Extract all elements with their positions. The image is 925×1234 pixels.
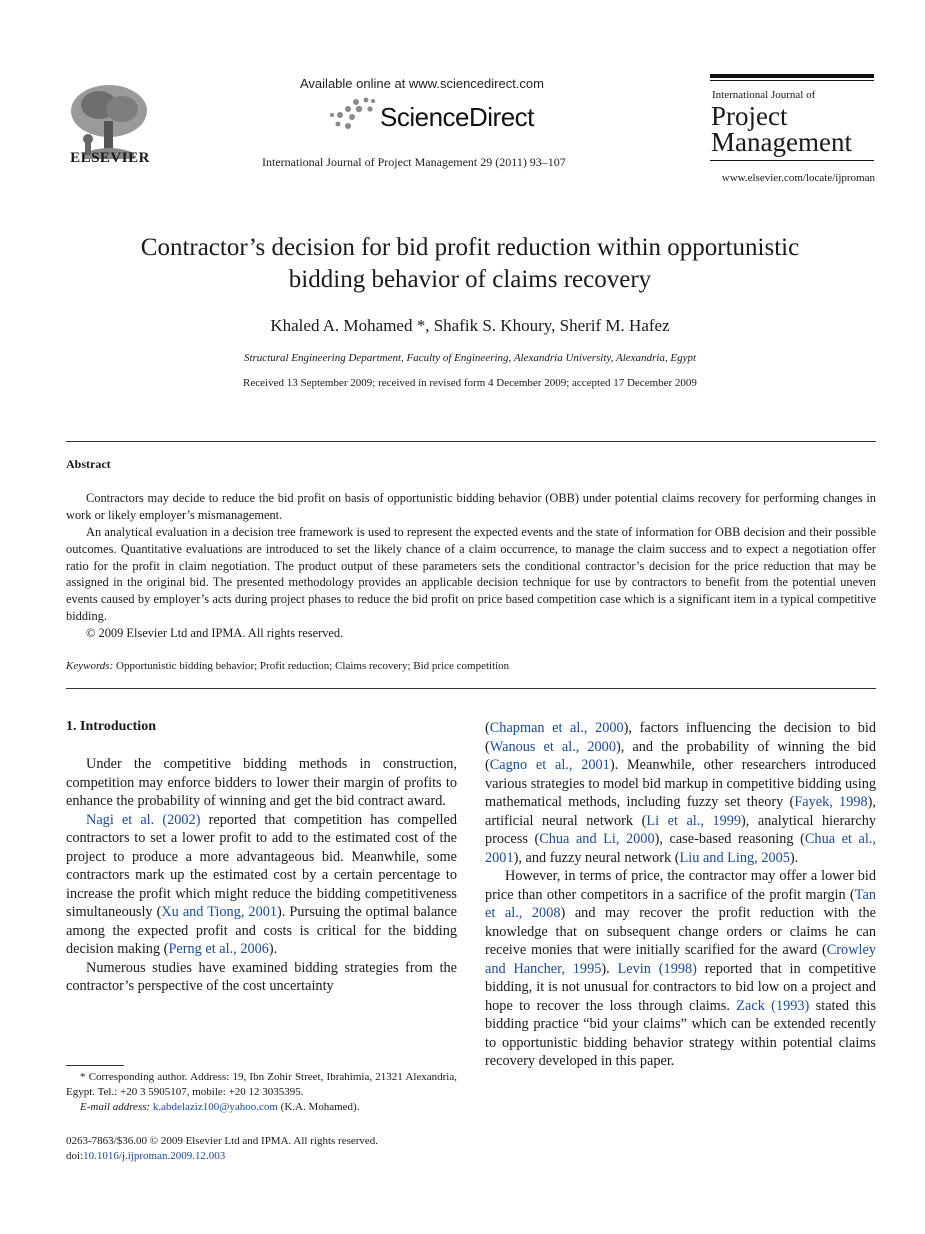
body-text: ), analytical hierarchy process ( (485, 812, 876, 847)
abstract-copyright: © 2009 Elsevier Ltd and IPMA. All rights reserved. (86, 626, 344, 640)
citation-link[interactable]: Wanous et al., 2000 (489, 738, 616, 755)
journal-citation: International Journal of Project Management 29 (2011) 93–107 (262, 155, 566, 169)
citation-link[interactable]: Fayek, 1998 (794, 794, 868, 810)
body-paragraph (485, 719, 876, 867)
publisher-name: ELSEVIER (70, 150, 150, 166)
citation-link[interactable]: Zack (1993) (736, 997, 810, 1014)
abstract-heading: Abstract (66, 457, 111, 471)
body-text: ). Meanwhile, other researchers introduced various strategies to model bid markup in competitive bidding using mathematical methods, including fuzzy set theory ( (485, 757, 876, 810)
citation-link[interactable]: Perng et al., 2006 (168, 941, 269, 957)
footnote (66, 1070, 457, 1115)
divider-bottom (66, 688, 876, 689)
email-line (66, 1100, 457, 1115)
keywords (66, 660, 509, 672)
doi-label: doi: (66, 1150, 84, 1162)
keywords-label: Keywords: (66, 660, 114, 672)
received-dates: Received 13 September 2009; received in revised form 4 December 2009; accepted 17 December 2009 (243, 377, 697, 389)
issn-line: 0263-7863/$36.00 © 2009 Elsevier Ltd and IPMA. All rights reserved. (66, 1135, 379, 1147)
footnote-rule (66, 1065, 124, 1066)
citation-link[interactable]: Xu and Tiong, 2001 (161, 904, 278, 920)
citation-link[interactable]: Cagno et al., 2001 (489, 757, 610, 773)
body-text: reported that competition has compelled contractors to set a lower profit to add to the estimated cost of the project to produce a more advantageous bid. Meanwhile, some contractors mark up the estimated cost by a certain percentage to increase the profit which might reduce the bidding competitiveness simultaneously ( (66, 811, 458, 920)
article-title: Contractor’s decision for bid profit reduction within opportunistic bidding behavior of claims recovery (140, 234, 800, 293)
journal-name-small: International Journal of (712, 89, 816, 101)
sciencedirect-dots-icon (326, 97, 376, 131)
citation-link[interactable]: Chua et al., 2001 (485, 831, 876, 866)
citation-link[interactable]: Chapman et al., 2000 (489, 720, 624, 736)
email-link[interactable]: k.abdelaziz100@yahoo.com (152, 1101, 278, 1113)
body-text: ) and may recover the profit reduction with the knowledge that on subsequent change orders or claims he can receive monies that were initially scarified for the award ( (485, 905, 876, 958)
journal-name-line2: Management (711, 127, 852, 157)
citation-link[interactable]: Nagi et al. (2002) (86, 811, 201, 828)
body-text: ), and the probability of winning the bid ( (485, 738, 876, 773)
available-online-text[interactable]: Available online at www.sciencedirect.com (300, 76, 544, 91)
sciencedirect-brand: ScienceDirect (380, 102, 534, 132)
body-text: ). (789, 849, 799, 866)
keywords-list: Opportunistic bidding behavior; Profit reduction; Claims recovery; Bid price competition (116, 660, 510, 672)
abstract-paragraph: An analytical evaluation in a decision tree framework is used to represent the expected events and the state of information for OBB decision and their possible outcomes. Quantitative evaluations are introduced to set the likely chance of a claim occurrence, to manage the claim success and to expect a negotiation offer ratio for the profit in claim negotiation. The product output of these parameters sets the conditional contractor’s decision for the price reduction that may be assigned in the original bid. The presented methodology provides an applicable decision technique for use by contractors to benefit from the potential uneven events caused by employer’s acts during project phases to reduce the bid profit on price based competition case which is a significant item in a typical competitive bidding. (66, 525, 876, 623)
email-label: E-mail address: (80, 1101, 151, 1113)
body-text: stated this bidding practice “bid your claims” which can be extended recently to opportunistic bidding behavior strategy within potential claims recovery developed in this paper. (485, 997, 877, 1069)
section-heading: 1. Introduction (66, 719, 156, 734)
body-paragraph: Numerous studies have examined bidding strategies from the contractor’s perspective of the cost uncertainty (66, 959, 457, 994)
body-text: ), artificial neural network ( (485, 794, 876, 829)
right-column (485, 719, 876, 1071)
body-paragraph (485, 867, 876, 1071)
doi-link[interactable]: 10.1016/j.ijproman.2009.12.003 (83, 1150, 226, 1162)
left-column (66, 755, 457, 996)
body-text: ). Pursuing the optimal balance among the expected profit and costs is critical for the bidding decision making ( (66, 904, 458, 957)
issn-doi-block (66, 1134, 378, 1164)
body-text: ). (601, 960, 618, 977)
citation-link[interactable]: Levin (1998) (617, 960, 697, 977)
author-affiliation: Structural Engineering Department, Faculty of Engineering, Alexandria University, Alexandria, Egypt (243, 352, 697, 364)
citation-link[interactable]: Tan et al., 2008 (485, 886, 876, 921)
body-text: ( (485, 720, 490, 736)
body-paragraph (66, 811, 457, 959)
journal-rule-top (710, 74, 874, 78)
body-text: ), case-based reasoning ( (654, 831, 805, 847)
body-text: reported that in competitive bidding, it is not unusual for contractors to bid low on a project and hope to recover the loss through claims. (485, 960, 877, 1014)
abstract-paragraph: Contractors may decide to reduce the bid profit on basis of opportunistic bidding behavior (OBB) under potential claims recovery for performing changes in work or likely employer’s mismanagement. (66, 491, 876, 522)
citation-link[interactable]: Crowley and Hancher, 1995 (485, 942, 876, 977)
email-suffix: (K.A. Mohamed). (277, 1101, 360, 1113)
citation-link[interactable]: Chua and Li, 2000 (539, 831, 655, 847)
article-authors: Khaled A. Mohamed *, Shafik S. Khoury, Sherif M. Hafez (270, 316, 670, 335)
body-text: ), and fuzzy neural network ( (513, 849, 680, 866)
body-paragraph: Under the competitive bidding methods in construction, competition may enforce bidders to lower their margin of profits to enhance the probability of winning and get the bid contract award. (66, 756, 457, 809)
journal-rule-top-thin (710, 80, 874, 81)
citation-link[interactable]: Liu and Ling, 2005 (679, 849, 790, 866)
body-text: ), factors influencing the decision to bid ( (485, 720, 876, 755)
doi-line (66, 1149, 378, 1164)
body-text: However, in terms of price, the contractor may offer a lower bid price than other competitors in a sacrifice of the profit margin ( (485, 868, 876, 903)
journal-name-line1: Project (711, 101, 788, 131)
journal-url[interactable]: www.elsevier.com/locate/ijproman (721, 172, 875, 184)
corresponding-author-note: * Corresponding author. Address: 19, Ibn Zohir Street, Ibrahimia, 21321 Alexandria, Egypt. Tel.: +20 3 5905107, mobile: +20 12 3035395. (66, 1071, 457, 1098)
citation-link[interactable]: Li et al., 1999 (646, 812, 742, 829)
journal-rule-bottom (710, 160, 874, 161)
body-text: ). (268, 941, 278, 957)
divider-top (66, 441, 876, 442)
